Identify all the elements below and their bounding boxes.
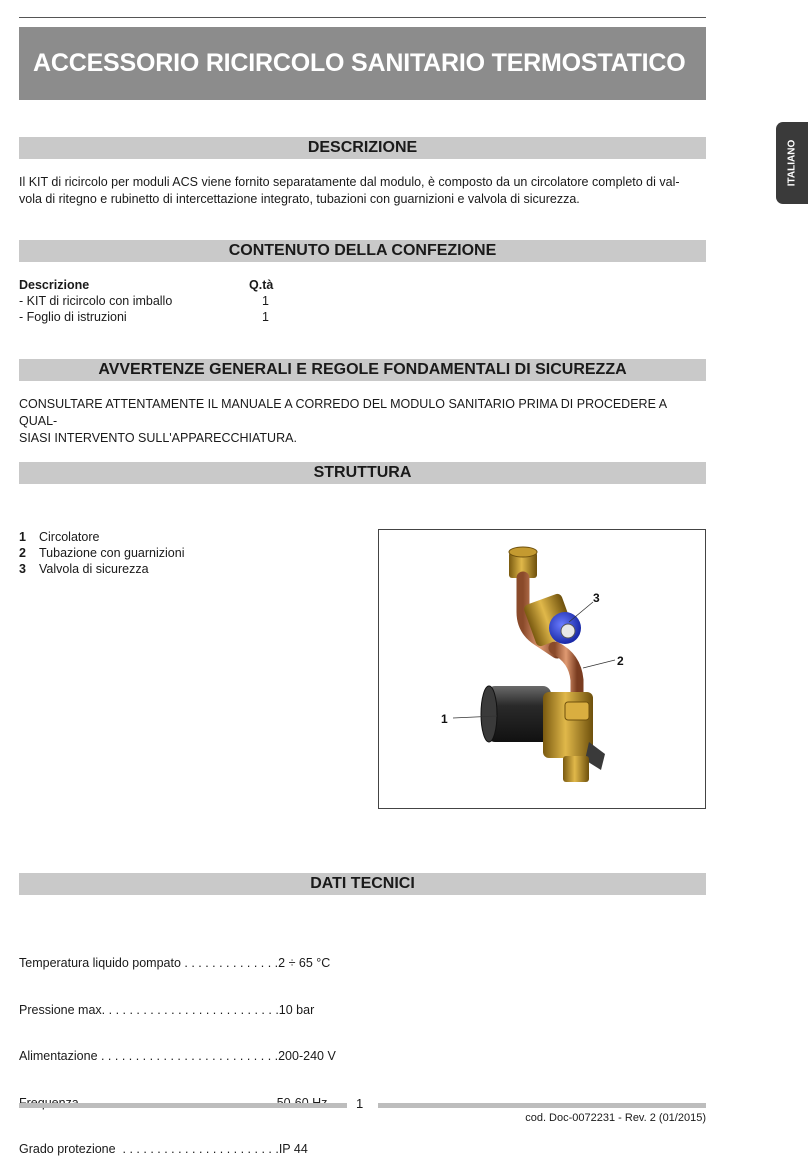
recirculation-kit-illustration bbox=[379, 530, 705, 808]
section-heading-avvertenze: AVVERTENZE GENERALI E REGOLE FONDAMENTALI DI SICUREZZA bbox=[19, 359, 706, 381]
tech-data-list bbox=[19, 925, 336, 1173]
contents-table bbox=[19, 277, 299, 325]
contents-item-desc: - Foglio di istruzioni bbox=[19, 310, 127, 324]
tech-row: Temperatura liquido pompato . . . . . . . . . . . . . .2 ÷ 65 °C bbox=[19, 956, 331, 970]
tech-row: Pressione max. . . . . . . . . . . . . . . . . . . . . . . . . .10 bar bbox=[19, 1002, 315, 1017]
legend-label: Circolatore bbox=[39, 530, 100, 544]
legend-item bbox=[19, 561, 184, 577]
footer-rule-right bbox=[378, 1103, 706, 1108]
section-heading-descrizione: DESCRIZIONE bbox=[19, 137, 706, 159]
contents-item-desc: - KIT di ricircolo con imballo bbox=[19, 294, 173, 308]
callout-3: 3 bbox=[593, 591, 600, 605]
document-code: cod. Doc-0072231 - Rev. 2 (01/2015) bbox=[525, 1112, 706, 1124]
descrizione-text bbox=[19, 174, 706, 208]
page-title: ACCESSORIO RICIRCOLO SANITARIO TERMOSTATICO bbox=[33, 49, 686, 77]
section-heading-dati-tecnici: DATI TECNICI bbox=[19, 873, 706, 895]
contents-header-row bbox=[19, 277, 299, 293]
contents-col-qty: Q.tà bbox=[249, 278, 274, 292]
callout-1: 1 bbox=[441, 712, 448, 726]
avvertenze-line-2: SIASI INTERVENTO SULL'APPARECCHIATURA. bbox=[19, 431, 297, 445]
contents-item-qty: 1 bbox=[262, 294, 269, 308]
legend-item bbox=[19, 545, 184, 561]
footer-rule-left bbox=[19, 1103, 347, 1108]
page-number: 1 bbox=[356, 1096, 364, 1111]
bottom-fitting bbox=[563, 756, 589, 782]
contents-row bbox=[19, 293, 299, 309]
tech-row: Grado protezione . . . . . . . . . . . . . . . . . . . . . . .IP 44 bbox=[19, 1142, 308, 1156]
language-tab bbox=[776, 122, 808, 204]
descrizione-line-1: Il KIT di ricircolo per moduli ACS viene fornito separatamente dal modulo, è composto da un circolatore completo di val- bbox=[19, 175, 680, 189]
title-banner bbox=[19, 27, 706, 100]
avvertenze-line-1: CONSULTARE ATTENTAMENTE IL MANUALE A CORREDO DEL MODULO SANITARIO PRIMA DI PROCEDERE A QUAL- bbox=[19, 397, 667, 428]
legend-number: 1 bbox=[19, 530, 26, 544]
struttura-legend bbox=[19, 529, 184, 577]
legend-label: Tubazione con guarnizioni bbox=[39, 546, 185, 560]
tech-row: Alimentazione . . . . . . . . . . . . . . . . . . . . . . . . . .200-240 V bbox=[19, 1049, 336, 1063]
section-heading-struttura: STRUTTURA bbox=[19, 462, 706, 484]
top-rule bbox=[19, 17, 706, 18]
contents-item-qty: 1 bbox=[262, 310, 269, 324]
legend-label: Valvola di sicurezza bbox=[39, 562, 149, 576]
avvertenze-text bbox=[19, 396, 706, 447]
section-heading-contenuto: CONTENUTO DELLA CONFEZIONE bbox=[19, 240, 706, 262]
callout-2: 2 bbox=[617, 654, 624, 668]
product-figure bbox=[378, 529, 706, 809]
contents-col-description: Descrizione bbox=[19, 278, 90, 292]
legend-number: 3 bbox=[19, 562, 26, 576]
legend-item bbox=[19, 529, 184, 545]
language-tab-label: ITALIANO bbox=[786, 139, 798, 187]
legend-number: 2 bbox=[19, 546, 26, 560]
descrizione-line-2: vola di ritegno e rubinetto di intercettazione integrato, tubazioni con guarnizioni e valvola di sicurezza. bbox=[19, 192, 580, 206]
contents-row bbox=[19, 309, 299, 325]
